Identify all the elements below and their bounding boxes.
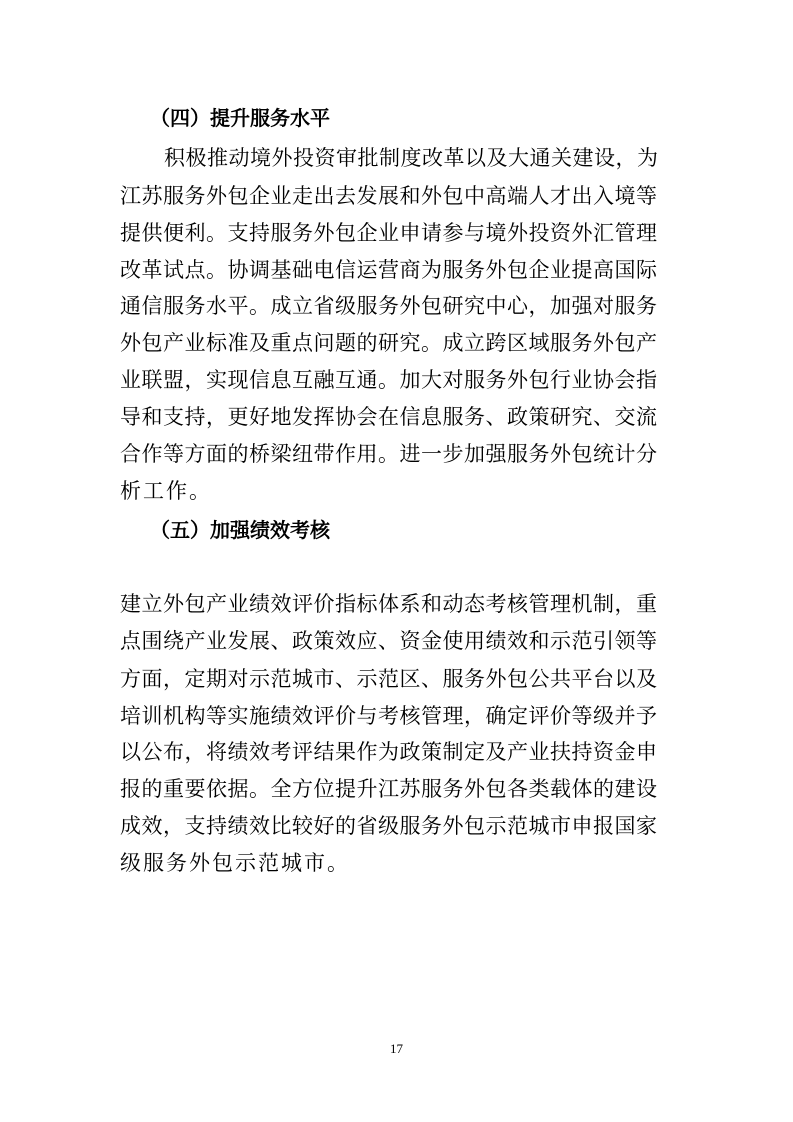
section-heading-5: （五）加强绩效考核 — [150, 518, 330, 542]
paragraph-line: 江苏服务外包企业走出去发展和外包中高端人才出入境等 — [120, 184, 658, 208]
paragraph-line: 报的重要依据。全方位提升江苏服务外包各类载体的建设 — [120, 777, 658, 801]
page-number: 17 — [390, 1041, 403, 1056]
paragraph-line: 合作等方面的桥梁纽带作用。进一步加强服务外包统计分 — [120, 442, 658, 466]
paragraph-line: 通信服务水平。成立省级服务外包研究中心，加强对服务 — [120, 294, 658, 318]
paragraph-line: 以公布，将绩效考评结果作为政策制定及产业扶持资金申 — [120, 740, 658, 764]
paragraph-line: 培训机构等实施绩效评价与考核管理，确定评价等级并予 — [120, 704, 658, 728]
paragraph-line: 业联盟，实现信息互融互通。加大对服务外包行业协会指 — [120, 368, 658, 392]
paragraph-line: 点围绕产业发展、政策效应、资金使用绩效和示范引领等 — [120, 629, 658, 653]
paragraph-line: 成效，支持绩效比较好的省级服务外包示范城市申报国家 — [120, 814, 658, 838]
paragraph-line: 改革试点。协调基础电信运营商为服务外包企业提高国际 — [120, 258, 658, 282]
paragraph-line: 建立外包产业绩效评价指标体系和动态考核管理机制，重 — [120, 592, 658, 616]
paragraph-line: 积极推动境外投资审批制度改革以及大通关建设，为 — [164, 146, 659, 170]
paragraph-line: 级服务外包示范城市。 — [120, 851, 350, 875]
paragraph-line: 方面，定期对示范城市、示范区、服务外包公共平台以及 — [120, 667, 658, 691]
section-heading-4: （四）提升服务水平 — [150, 106, 330, 130]
paragraph-line: 导和支持，更好地发挥协会在信息服务、政策研究、交流 — [120, 405, 658, 429]
paragraph-line: 析工作。 — [120, 479, 212, 503]
paragraph-line: 外包产业标准及重点问题的研究。成立跨区域服务外包产 — [120, 331, 658, 355]
paragraph-line: 提供便利。支持服务外包企业申请参与境外投资外汇管理 — [120, 221, 658, 245]
